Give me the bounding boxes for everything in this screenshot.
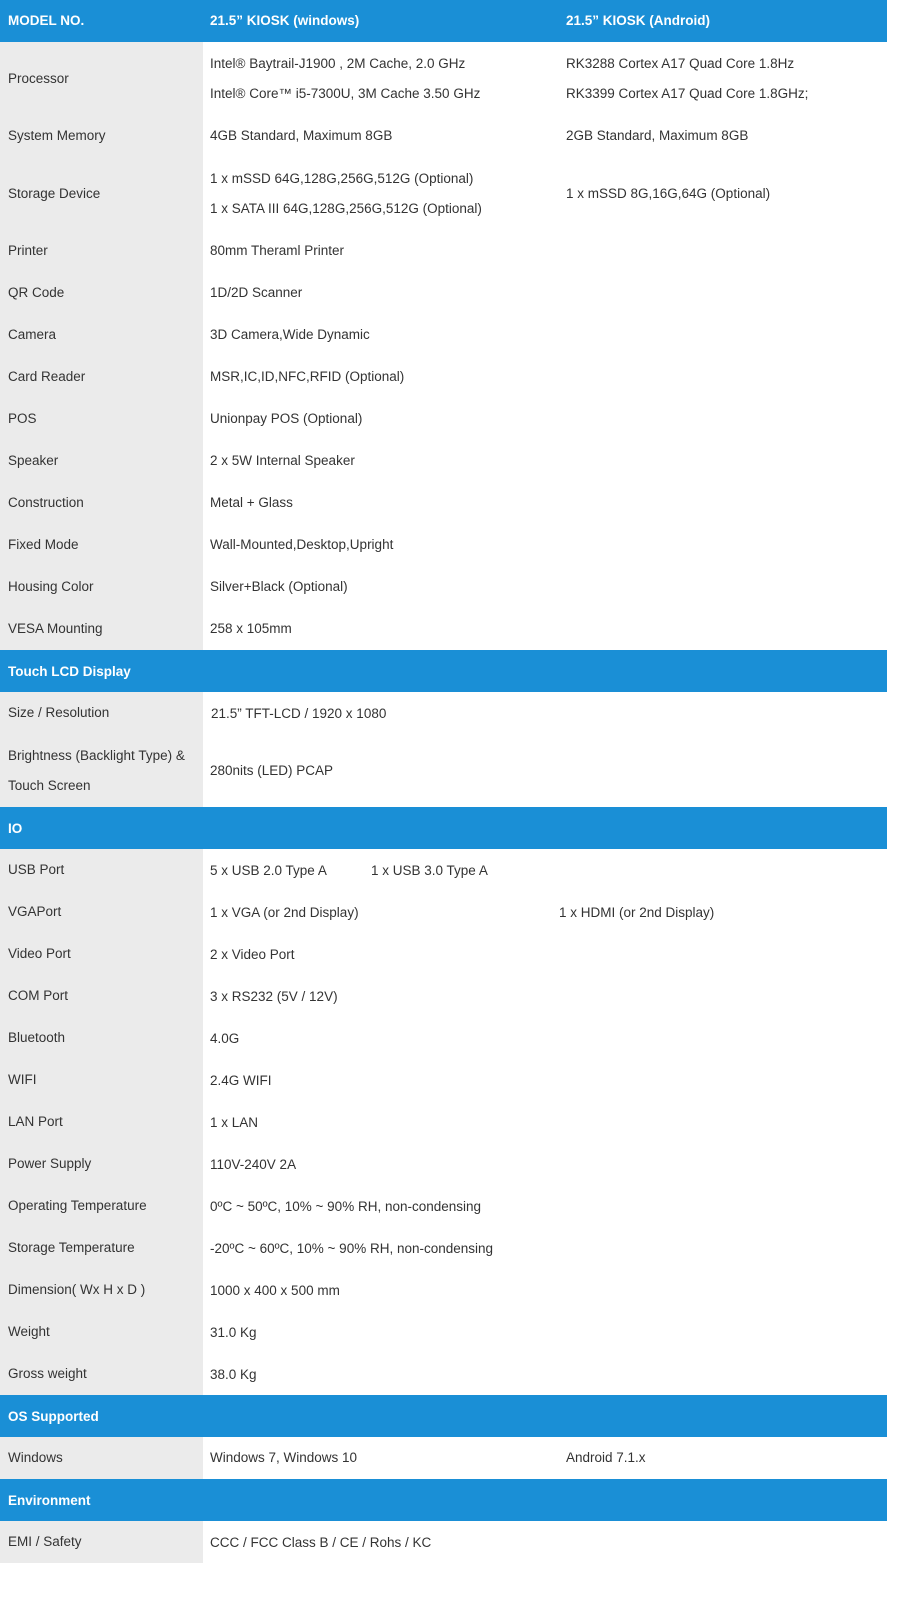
windows-value <box>203 566 558 608</box>
row-value: 0ºC ~ 50ºC, 10% ~ 90% RH, non-condensing <box>210 1198 482 1214</box>
table-row <box>0 1185 887 1227</box>
android-column-header: 21.5” KIOSK (Android) <box>566 13 711 28</box>
android-value-line: 1 x mSSD 8G,16G,64G (Optional) <box>566 185 771 201</box>
android-value <box>558 157 887 230</box>
table-row <box>0 1101 887 1143</box>
table-row <box>0 933 887 975</box>
row-label: Fixed Mode <box>0 524 203 566</box>
section-title: Environment <box>8 1492 91 1508</box>
windows-value-line: Wall-Mounted,Desktop,Upright <box>210 537 394 552</box>
row-label: LAN Port <box>0 1101 203 1143</box>
row-value: 31.0 Kg <box>210 1324 257 1340</box>
row-label: Card Reader <box>0 356 203 398</box>
row-value: 110V-240V 2A <box>210 1156 297 1172</box>
row-label: Printer <box>0 230 203 272</box>
row-label: COM Port <box>0 975 203 1017</box>
row-value: 3 x RS232 (5V / 12V) <box>210 988 338 1004</box>
windows-value-line: 1 x SATA III 64G,128G,256G,512G (Optional) <box>210 200 482 216</box>
android-value <box>558 398 887 440</box>
android-value <box>558 566 887 608</box>
table-row <box>0 692 887 734</box>
windows-value <box>203 440 558 482</box>
windows-value-line: Silver+Black (Optional) <box>210 579 348 594</box>
row-label: EMI / Safety <box>0 1521 203 1563</box>
windows-value <box>203 230 558 272</box>
windows-value <box>203 272 558 314</box>
section-os-supported <box>0 1395 887 1437</box>
android-value <box>558 524 887 566</box>
row-value: 38.0 Kg <box>210 1366 257 1382</box>
row-label: Storage Temperature <box>0 1227 203 1269</box>
row-label: Gross weight <box>0 1353 203 1395</box>
table-row <box>0 1059 887 1101</box>
main-spec-rows <box>0 42 887 650</box>
hdmi-value: 1 x HDMI (or 2nd Display) <box>559 904 715 920</box>
row-label: USB Port <box>0 849 203 891</box>
row-label: Dimension( Wx H x D ) <box>0 1269 203 1311</box>
table-row <box>0 1521 887 1563</box>
table-row <box>0 891 887 933</box>
windows-value <box>203 608 558 650</box>
table-row <box>0 157 887 230</box>
android-value <box>558 230 887 272</box>
row-label: Power Supply <box>0 1143 203 1185</box>
windows-value-line: Intel® Baytrail-J1900 , 2M Cache, 2.0 GHz <box>210 55 466 71</box>
table-row <box>0 608 887 650</box>
section-title: IO <box>8 820 23 836</box>
table-row <box>0 1269 887 1311</box>
android-value <box>558 314 887 356</box>
windows-value <box>203 356 558 398</box>
windows-value-line: Intel® Core™ i5-7300U, 3M Cache 3.50 GHz <box>210 85 481 101</box>
row-label: Weight <box>0 1311 203 1353</box>
windows-value-line: Metal + Glass <box>210 495 293 510</box>
row-label: System Memory <box>0 115 203 157</box>
io-spec-rows <box>0 933 887 1395</box>
windows-value-line: 2 x 5W Internal Speaker <box>210 453 355 468</box>
section-io <box>0 807 887 849</box>
android-value <box>558 356 887 398</box>
android-value <box>558 440 887 482</box>
table-row <box>0 1227 887 1269</box>
windows-value <box>203 115 558 157</box>
android-value-line: RK3399 Cortex A17 Quad Core 1.8GHz; <box>566 85 809 101</box>
android-value-line: 2GB Standard, Maximum 8GB <box>566 128 749 143</box>
table-row <box>0 230 887 272</box>
table-row <box>0 42 887 115</box>
table-row <box>0 849 887 891</box>
android-value-line: RK3288 Cortex A17 Quad Core 1.8Hz <box>566 55 795 71</box>
row-value: 1 x LAN <box>210 1114 259 1130</box>
table-row <box>0 314 887 356</box>
android-value <box>558 482 887 524</box>
windows-column-header: 21.5” KIOSK (windows) <box>210 13 360 28</box>
windows-value-line: 1D/2D Scanner <box>210 285 303 300</box>
usb2-value: 5 x USB 2.0 Type A <box>210 862 327 878</box>
row-label: Operating Temperature <box>0 1185 203 1227</box>
row-value: CCC / FCC Class B / CE / Rohs / KC <box>210 1534 432 1550</box>
row-label: Video Port <box>0 933 203 975</box>
windows-value-line: 3D Camera,Wide Dynamic <box>210 327 370 342</box>
table-row <box>0 1311 887 1353</box>
row-label: WIFI <box>0 1059 203 1101</box>
row-value: 2.4G WIFI <box>210 1072 272 1088</box>
table-row <box>0 1143 887 1185</box>
row-label: Brightness (Backlight Type) & Touch Screen <box>0 734 203 807</box>
row-value: 4.0G <box>210 1030 240 1046</box>
windows-value <box>203 482 558 524</box>
android-value <box>558 608 887 650</box>
table-row <box>0 1437 887 1479</box>
vga-value: 1 x VGA (or 2nd Display) <box>210 904 359 920</box>
table-row <box>0 482 887 524</box>
section-title: OS Supported <box>8 1408 99 1424</box>
android-value <box>558 115 887 157</box>
windows-os-value: Windows 7, Windows 10 <box>210 1450 358 1465</box>
row-label: VESA Mounting <box>0 608 203 650</box>
table-row <box>0 734 887 807</box>
row-value: 1000 x 400 x 500 mm <box>210 1282 340 1298</box>
table-row <box>0 1353 887 1395</box>
row-label: VGAPort <box>0 891 203 933</box>
windows-value <box>203 524 558 566</box>
table-row <box>0 1017 887 1059</box>
table-row <box>0 566 887 608</box>
table-row <box>0 440 887 482</box>
windows-value-line: Unionpay POS (Optional) <box>210 411 363 426</box>
windows-value-line: 80mm Theraml Printer <box>210 243 345 258</box>
windows-value-line: 258 x 105mm <box>210 621 292 636</box>
table-row <box>0 398 887 440</box>
android-value <box>558 42 887 115</box>
row-label: Size / Resolution <box>0 692 203 734</box>
row-label: Construction <box>0 482 203 524</box>
windows-value <box>203 398 558 440</box>
section-environment <box>0 1479 887 1521</box>
windows-value-line: MSR,IC,ID,NFC,RFID (Optional) <box>210 369 405 384</box>
android-os-value: Android 7.1.x <box>566 1450 646 1465</box>
table-header-row <box>0 0 887 42</box>
row-label: Bluetooth <box>0 1017 203 1059</box>
usb3-value: 1 x USB 3.0 Type A <box>371 862 488 878</box>
row-value: 280nits (LED) PCAP <box>210 763 334 778</box>
windows-value-line: 1 x mSSD 64G,128G,256G,512G (Optional) <box>210 170 474 186</box>
model-no-header: MODEL NO. <box>8 13 85 28</box>
table-row <box>0 356 887 398</box>
row-value: 21.5” TFT-LCD / 1920 x 1080 <box>211 705 387 721</box>
table-row <box>0 115 887 157</box>
windows-value-line: 4GB Standard, Maximum 8GB <box>210 128 393 143</box>
row-label: POS <box>0 398 203 440</box>
android-value <box>558 272 887 314</box>
table-row <box>0 272 887 314</box>
row-label: Housing Color <box>0 566 203 608</box>
row-label: Camera <box>0 314 203 356</box>
row-label: Storage Device <box>0 157 203 230</box>
row-label: Windows <box>0 1437 203 1479</box>
windows-value <box>203 314 558 356</box>
row-value: -20ºC ~ 60ºC, 10% ~ 90% RH, non-condensing <box>210 1240 494 1256</box>
table-row <box>0 975 887 1017</box>
windows-value <box>203 157 558 230</box>
table-row <box>0 524 887 566</box>
row-value: 2 x Video Port <box>210 946 295 962</box>
section-touch-lcd-display <box>0 650 887 692</box>
section-title: Touch LCD Display <box>8 663 131 679</box>
row-label: Speaker <box>0 440 203 482</box>
windows-value <box>203 42 558 115</box>
row-label: QR Code <box>0 272 203 314</box>
row-label: Processor <box>0 42 203 115</box>
